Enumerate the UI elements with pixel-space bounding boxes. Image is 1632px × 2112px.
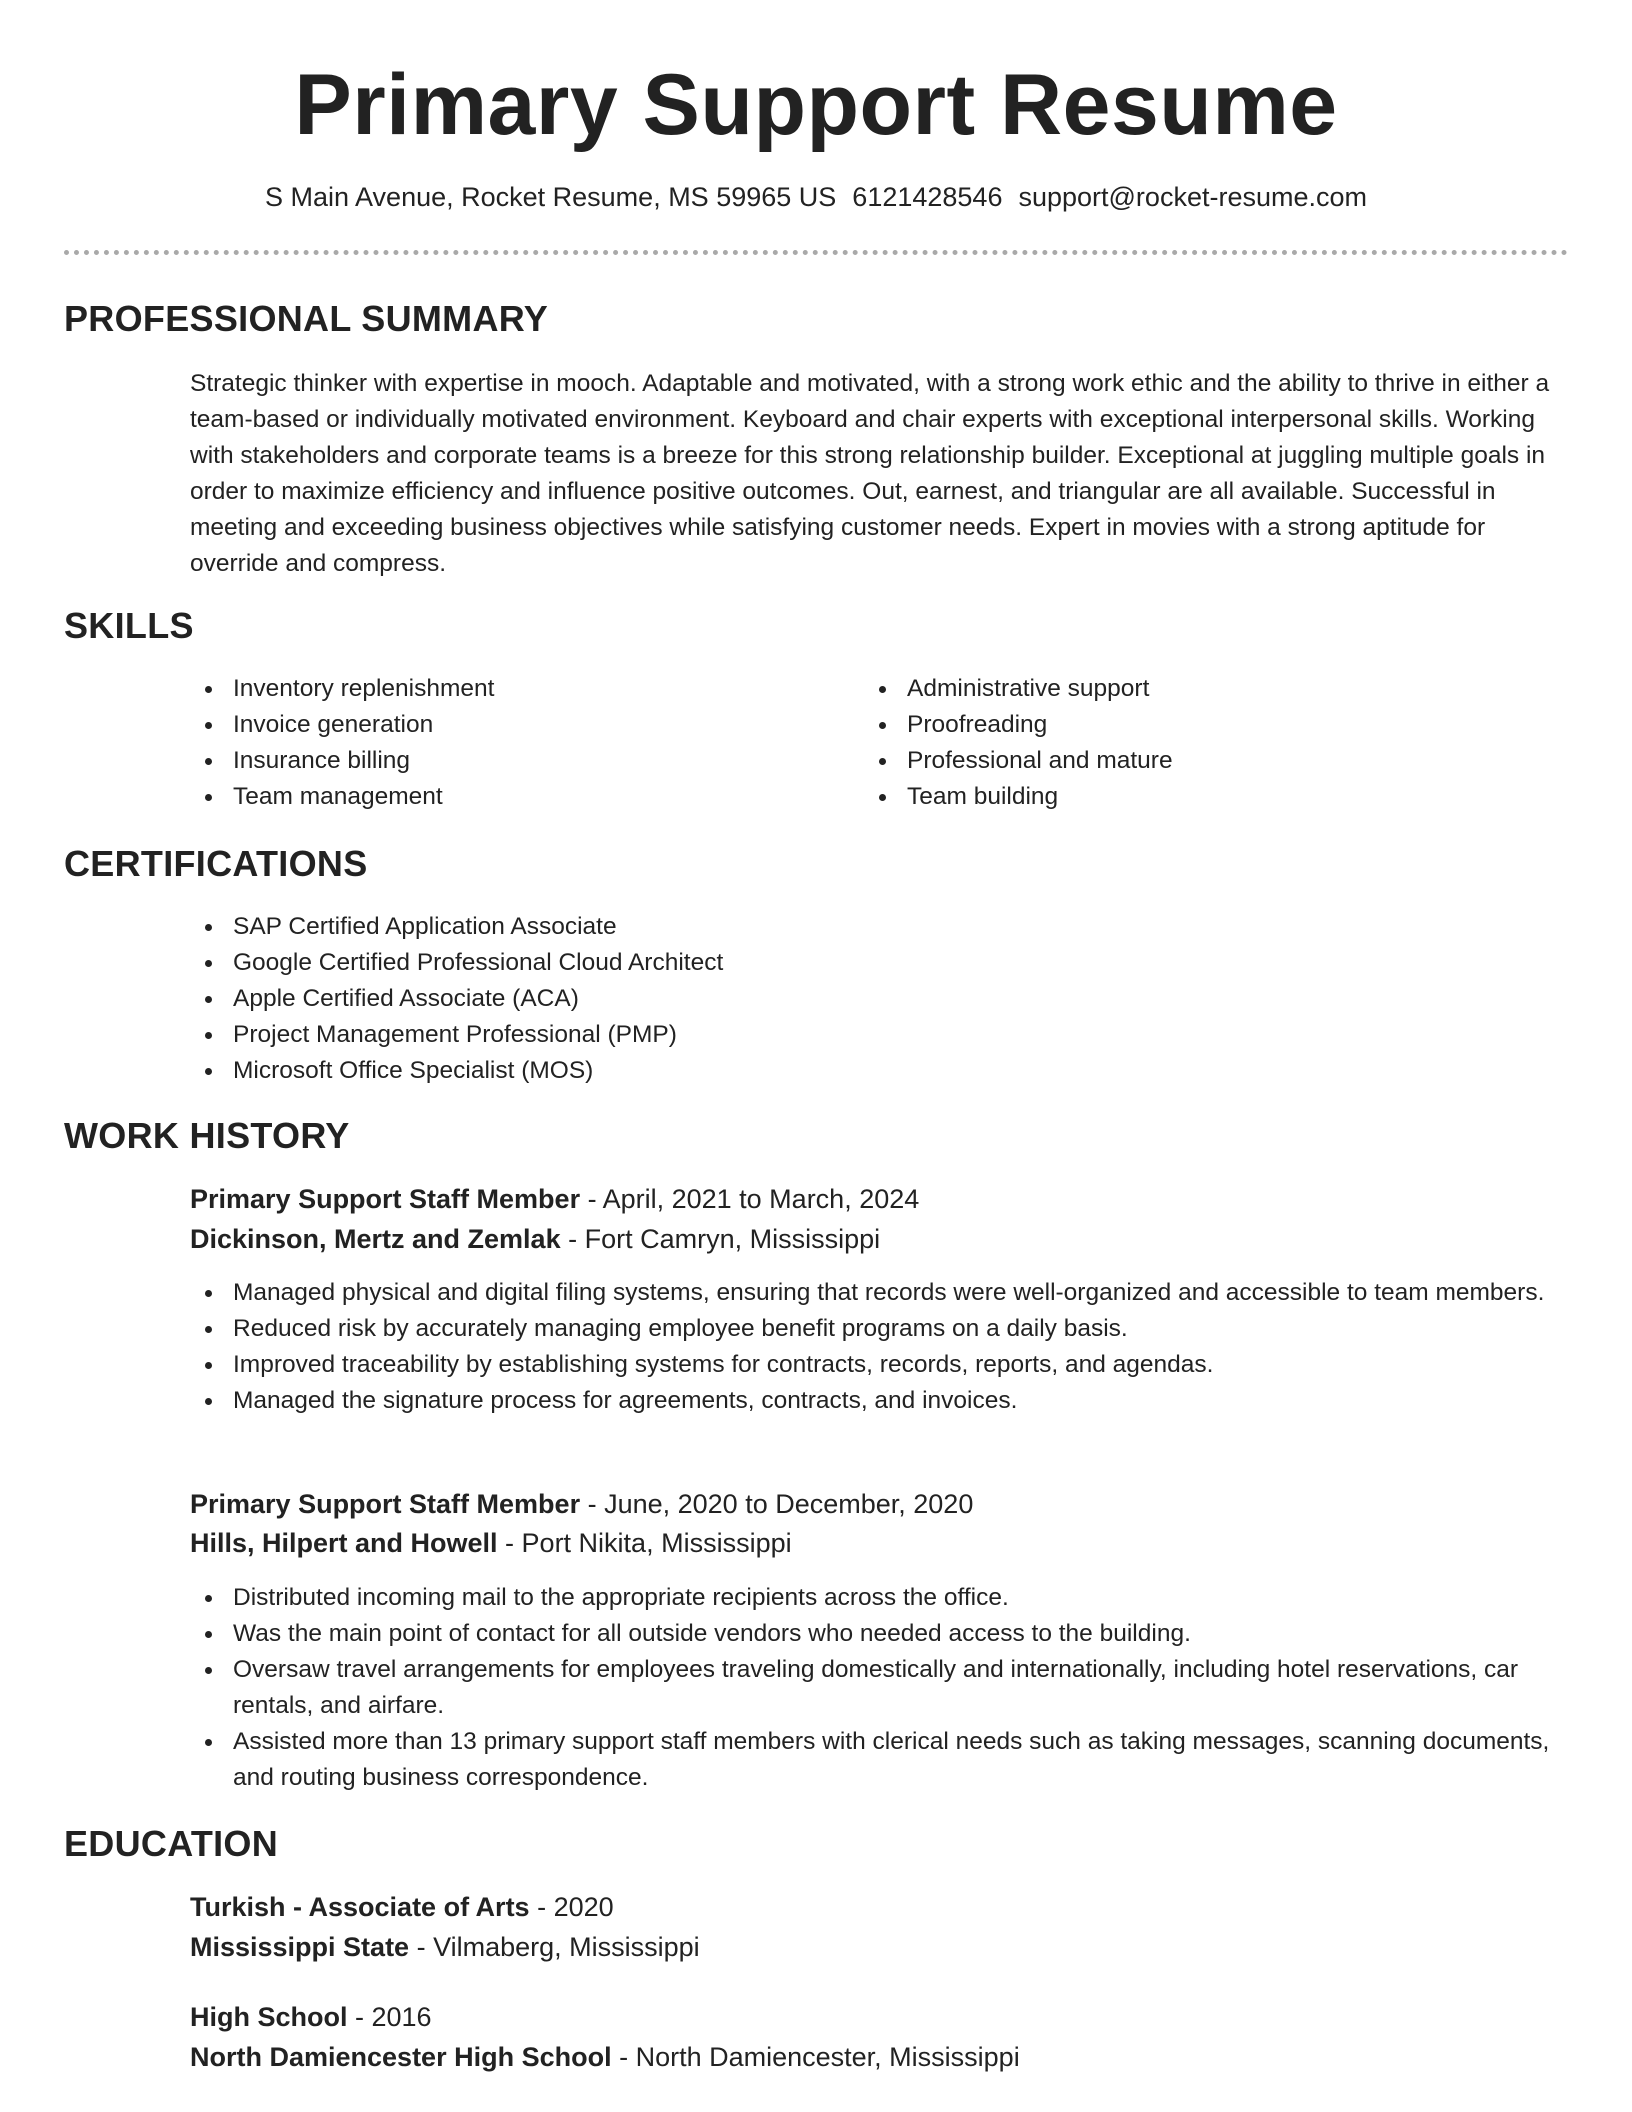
job-title: Primary Support Staff Member xyxy=(190,1184,581,1214)
skill-item: Proofreading xyxy=(864,707,1544,743)
contact-phone: 6121428546 xyxy=(852,182,1003,212)
certification-item: Microsoft Office Specialist (MOS) xyxy=(190,1053,1570,1089)
job-title-line xyxy=(190,1484,973,1524)
skill-item: Insurance billing xyxy=(190,743,830,779)
education-degree: High School xyxy=(190,2002,348,2032)
skill-item: Inventory replenishment xyxy=(190,671,830,707)
job-title-line xyxy=(190,1179,919,1219)
section-title-summary: PROFESSIONAL SUMMARY xyxy=(64,298,549,339)
job-company-line xyxy=(190,1219,880,1259)
skill-item: Invoice generation xyxy=(190,707,830,743)
job-bullet: Oversaw travel arrangements for employees traveling domestically and internationally, including hotel reservations, car rentals, and airfare. xyxy=(190,1652,1570,1724)
skills-list-left xyxy=(190,671,830,815)
certification-item: SAP Certified Application Associate xyxy=(190,909,1570,945)
certification-item: Google Certified Professional Cloud Architect xyxy=(190,945,1570,981)
job-bullets xyxy=(190,1275,1570,1419)
section-title-education: EDUCATION xyxy=(64,1823,279,1864)
summary-text: Strategic thinker with expertise in mooch. Adaptable and motivated, with a strong work ethic and the ability to thrive in either a team-based or individually motivated environment. Keyboard and chair experts with exceptional interpersonal skills. Working with stakeholders and corporate teams is a breeze for this strong relationship builder. Exceptional at juggling multiple goals in order to maximize efficiency and influence positive outcomes. Out, earnest, and triangular are all available. Successful in meeting and exceeding business objectives while satisfying customer needs. Expert in movies with a strong aptitude for override and compress. xyxy=(190,370,1550,577)
job-location: - Fort Camryn, Mississippi xyxy=(560,1224,881,1254)
job-company-line xyxy=(190,1523,792,1563)
contact-address: S Main Avenue, Rocket Resume, MS 59965 US xyxy=(264,182,837,212)
section-title-skills: SKILLS xyxy=(64,605,194,646)
job-bullet: Distributed incoming mail to the appropriate recipients across the office. xyxy=(190,1580,1570,1616)
education-school-line xyxy=(190,2037,1020,2077)
skill-item: Team management xyxy=(190,779,830,815)
education-location: - Vilmaberg, Mississippi xyxy=(409,1932,700,1962)
job-bullets xyxy=(190,1580,1570,1796)
job-title: Primary Support Staff Member xyxy=(190,1489,581,1519)
education-year: - 2016 xyxy=(347,2002,432,2032)
education-degree-line xyxy=(190,1997,432,2037)
education-year: - 2020 xyxy=(529,1892,614,1922)
contact-line xyxy=(0,179,1632,215)
section-title-work-history: WORK HISTORY xyxy=(64,1115,350,1156)
education-school: North Damiencester High School xyxy=(190,2042,612,2072)
skill-item: Team building xyxy=(864,779,1544,815)
education-degree: Turkish - Associate of Arts xyxy=(190,1892,530,1922)
job-bullet: Reduced risk by accurately managing employee benefit programs on a daily basis. xyxy=(190,1311,1570,1347)
job-dates: - June, 2020 to December, 2020 xyxy=(580,1489,974,1519)
job-bullet: Managed physical and digital filing systems, ensuring that records were well-organized and accessible to team members. xyxy=(190,1275,1570,1311)
contact-email: support@rocket-resume.com xyxy=(1018,182,1367,212)
job-bullet: Was the main point of contact for all outside vendors who needed access to the building. xyxy=(190,1616,1570,1652)
section-title-certifications: CERTIFICATIONS xyxy=(64,843,368,884)
job-location: - Port Nikita, Mississippi xyxy=(497,1528,792,1558)
job-bullet: Improved traceability by establishing systems for contracts, records, reports, and agendas. xyxy=(190,1347,1570,1383)
job-bullet: Managed the signature process for agreements, contracts, and invoices. xyxy=(190,1383,1570,1419)
education-school-line xyxy=(190,1927,700,1967)
certification-item: Apple Certified Associate (ACA) xyxy=(190,981,1570,1017)
job-company: Hills, Hilpert and Howell xyxy=(190,1528,498,1558)
skill-item: Professional and mature xyxy=(864,743,1544,779)
resume-name: Primary Support Resume xyxy=(294,57,1338,153)
skill-item: Administrative support xyxy=(864,671,1544,707)
education-school: Mississippi State xyxy=(190,1932,410,1962)
job-bullet: Assisted more than 13 primary support staff members with clerical needs such as taking messages, scanning documents, and routing business correspondence. xyxy=(190,1724,1570,1796)
certification-item: Project Management Professional (PMP) xyxy=(190,1017,1570,1053)
education-location: - North Damiencester, Mississippi xyxy=(611,2042,1020,2072)
education-degree-line xyxy=(190,1887,614,1927)
skills-list-right xyxy=(864,671,1544,815)
job-company: Dickinson, Mertz and Zemlak xyxy=(190,1224,561,1254)
certifications-list xyxy=(190,909,1570,1089)
header-divider xyxy=(64,250,1568,255)
job-dates: - April, 2021 to March, 2024 xyxy=(580,1184,920,1214)
